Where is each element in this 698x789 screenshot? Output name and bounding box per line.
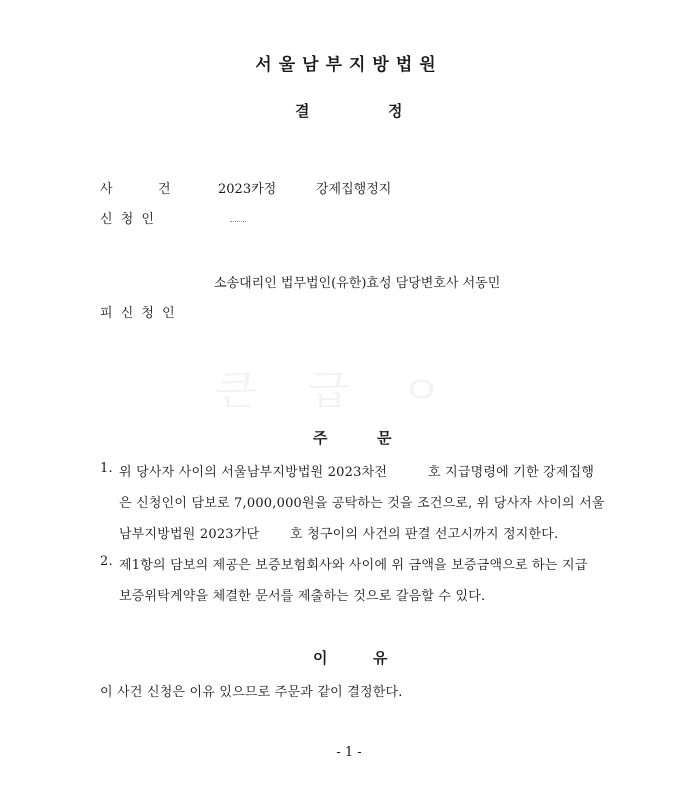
case-label-right: 건	[158, 182, 171, 197]
case-number: 2023카정	[218, 182, 277, 197]
order-item-2-line-1: 제1항의 담보의 제공은 보증보험회사와 사이에 위 금액을 보증금액으로 하는 지급	[119, 558, 588, 573]
applicant-name-redacted	[230, 212, 246, 231]
case-name: 강제집행정지	[316, 182, 392, 197]
order-heading-right: 문	[377, 429, 392, 447]
order-item-1-line-1a: 위 당사자 사이의 서울남부지방법원 2023차전	[119, 465, 388, 480]
order-item-1-line-3b: 호 청구이의 사건의 판결 선고시까지 정지한다.	[290, 527, 559, 542]
case-label-left: 사	[100, 182, 113, 197]
page-number: - 1 -	[336, 745, 362, 760]
order-item-1-line-1b: 호 지급명령에 기한 강제집행	[428, 465, 595, 480]
applicant-label: 신 청 인	[100, 212, 156, 227]
order-item-1-line-3a: 남부지방법원 2023가단	[119, 527, 260, 542]
court-name: 서울남부지방법원	[255, 55, 443, 75]
order-item-1-line-2: 은 신청인이 담보로 7,000,000원을 공탁하는 것을 조건으로, 위 당사자 사이의 서울	[119, 496, 605, 511]
reason-heading-right: 유	[373, 649, 388, 667]
order-item-2-number: 2.	[100, 554, 113, 569]
doc-type-right: 정	[388, 102, 403, 120]
order-heading-left: 주	[313, 429, 328, 447]
counsel: 소송대리인 법무법인(유한)효성 담당변호사 서동민	[214, 276, 501, 291]
doc-type-left: 결	[295, 102, 310, 120]
reason-heading-left: 이	[313, 649, 328, 667]
order-item-1-number: 1.	[100, 461, 113, 476]
order-item-2-line-2: 보증위탁계약을 체결한 문서를 제출하는 것으로 갈음할 수 있다.	[119, 589, 486, 604]
respondent-label: 피 신 청 인	[100, 306, 177, 321]
reason-text: 이 사건 신청은 이유 있으므로 주문과 같이 결정한다.	[100, 685, 403, 700]
watermark: 큰 급 ㅇ	[215, 368, 461, 414]
